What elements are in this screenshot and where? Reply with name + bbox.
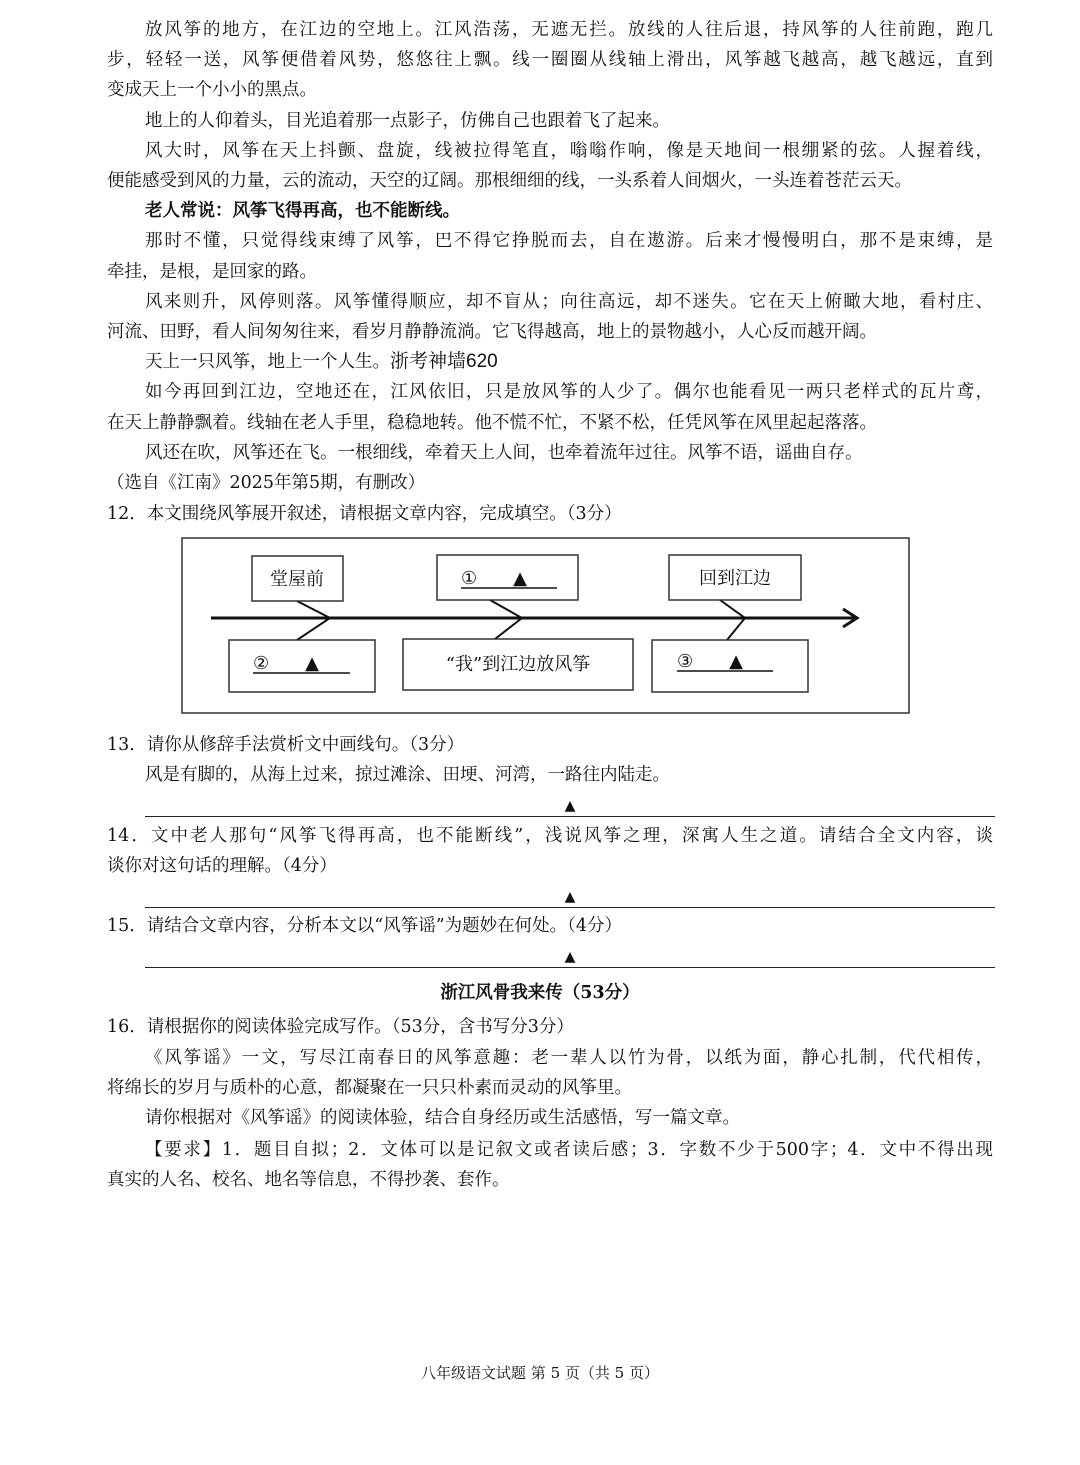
box-bottom-1 xyxy=(229,640,375,692)
writing-prompt-line: 真实的人名、校名、地名等信息，不得抄袭、套作。 xyxy=(107,1170,510,1190)
question-14: 谈你对这句话的理解。（4分） xyxy=(107,856,337,876)
watermark-text: 浙考神墙620 xyxy=(390,351,498,373)
question-15: 15．请结合文章内容，分析本文以“风筝谣”为题妙在何处。（4分） xyxy=(107,916,623,936)
writing-prompt-line: 将绵长的岁月与质朴的心意，都凝聚在一只只朴素而灵动的风筝里。 xyxy=(107,1078,632,1098)
question-13: 13．请你从修辞手法赏析文中画线句。（3分） xyxy=(107,735,465,755)
question-12: 12．本文围绕风筝展开叙述，请根据文章内容，完成填空。（3分） xyxy=(107,504,622,524)
passage-line: 放风筝的地方，在江边的空地上。江风浩荡，无遮无拦。放线的人往后退，持风筝的人往前跑，跑几 xyxy=(145,20,993,40)
box-top-1 xyxy=(252,556,343,601)
passage-line xyxy=(145,347,993,377)
question-16: 16．请根据你的阅读体验完成写作。（53分，含书写分3分） xyxy=(107,1017,574,1037)
passage-line: 风还在吹，风筝还在飞。一根细线，牵着天上人间，也牵着流年过往。风筝不语，谣曲自存。 xyxy=(145,442,863,463)
box-top-3 xyxy=(669,555,801,600)
box-label: 回到江边 xyxy=(699,568,771,589)
blank-1: ① ▲ xyxy=(461,568,527,589)
answer-area-15 xyxy=(145,947,995,977)
source-citation: （选自《江南》2025年第5期，有删改） xyxy=(107,473,426,493)
answer-marker-icon: ▲ xyxy=(564,889,576,905)
passage-line: 老人常说：风筝飞得再高，也不能断线。 xyxy=(145,201,460,222)
passage-line: 变成天上一个小小的黑点。 xyxy=(107,80,317,101)
writing-prompt-line: 【要求】1．题目自拟；2．文体可以是记叙文或者读后感；3．字数不少于500字；4．文中不得出现 xyxy=(145,1140,993,1160)
box-label: “我”到江边放风筝 xyxy=(445,654,591,675)
underlined-sentence: 风是有脚的，从海上过来，掠过滩涂、田埂、河湾，一路往内陆走。 xyxy=(145,765,670,785)
passage-line: 如今再回到江边，空地还在，江风依旧，只是放风筝的人少了。偶尔也能看见一两只老样式的瓦片鸢， xyxy=(145,382,993,403)
passage-text: 天上一只风筝，地上一个人生。 xyxy=(145,352,390,373)
answer-line[interactable] xyxy=(145,816,995,817)
passage-line: 地上的人仰着头，目光追着那一点影子，仿佛自己也跟着飞了起来。 xyxy=(145,110,670,131)
passage-line: 便能感受到风的力量，云的流动，天空的辽阔。那根细细的线，一头系着人间烟火，一头连着苍茫云天。 xyxy=(107,171,912,191)
box-label: 堂屋前 xyxy=(270,569,324,590)
answer-line[interactable] xyxy=(145,967,995,968)
passage-line: 步，轻轻一送，风筝便借着风势，悠悠往上飘。线一圈圈从线轴上滑出，风筝越飞越高，越飞越远，直到 xyxy=(107,50,993,71)
box-bottom-2 xyxy=(403,639,633,690)
chevron-1 xyxy=(297,601,330,640)
box-top-2 xyxy=(437,555,578,600)
passage-line: 风大时，风筝在天上抖颤、盘旋，线被拉得笔直，嗡嗡作响，像是天地间一根绷紧的弦。人握着线， xyxy=(145,140,993,161)
question-14: 14．文中老人那句“风筝飞得再高，也不能断线”，浅说风筝之理，深寓人生之道。请结合全文内容，谈 xyxy=(107,826,993,846)
passage-line: 牵挂，是根，是回家的路。 xyxy=(107,261,317,282)
answer-marker-icon: ▲ xyxy=(564,949,576,965)
passage-line: 风来则升，风停则落。风筝懂得顺应，却不盲从；向往高远，却不迷失。它在天上俯瞰大地，看村庄、 xyxy=(145,291,993,312)
passage-line: 在天上静静飘着。线轴在老人手里，稳稳地转。他不慌不忙，不紧不松，任凭风筝在风里起起落落。 xyxy=(107,412,877,433)
blank-2: ② ▲ xyxy=(253,653,319,674)
box-bottom-3 xyxy=(652,640,808,692)
plot-diagram xyxy=(181,537,910,714)
passage-line: 河流、田野，看人间匆匆往来，看岁月静静流淌。它飞得越高，地上的景物越小，人心反而越开阔。 xyxy=(107,322,877,342)
blank-3: ③ ▲ xyxy=(677,651,743,672)
writing-prompt-line: 《风筝谣》一文，写尽江南春日的风筝意趣：老一辈人以竹为骨，以纸为面，静心扎制，代代相传， xyxy=(145,1048,993,1068)
writing-prompt-line: 请你根据对《风筝谣》的阅读体验，结合自身经历或生活感悟，写一篇文章。 xyxy=(145,1108,740,1128)
section-title: 浙江风骨我来传（53分） xyxy=(440,983,640,1003)
chevron-3 xyxy=(720,600,745,640)
answer-line[interactable] xyxy=(145,907,995,908)
passage-line: 那时不懂，只觉得线束缚了风筝，巴不得它挣脱而去，自在遨游。后来才慢慢明白，那不是束缚，是 xyxy=(145,231,993,252)
page-footer: 八年级语文试题 第 5 页（共 5 页） xyxy=(421,1364,659,1382)
answer-marker-icon: ▲ xyxy=(564,798,576,814)
